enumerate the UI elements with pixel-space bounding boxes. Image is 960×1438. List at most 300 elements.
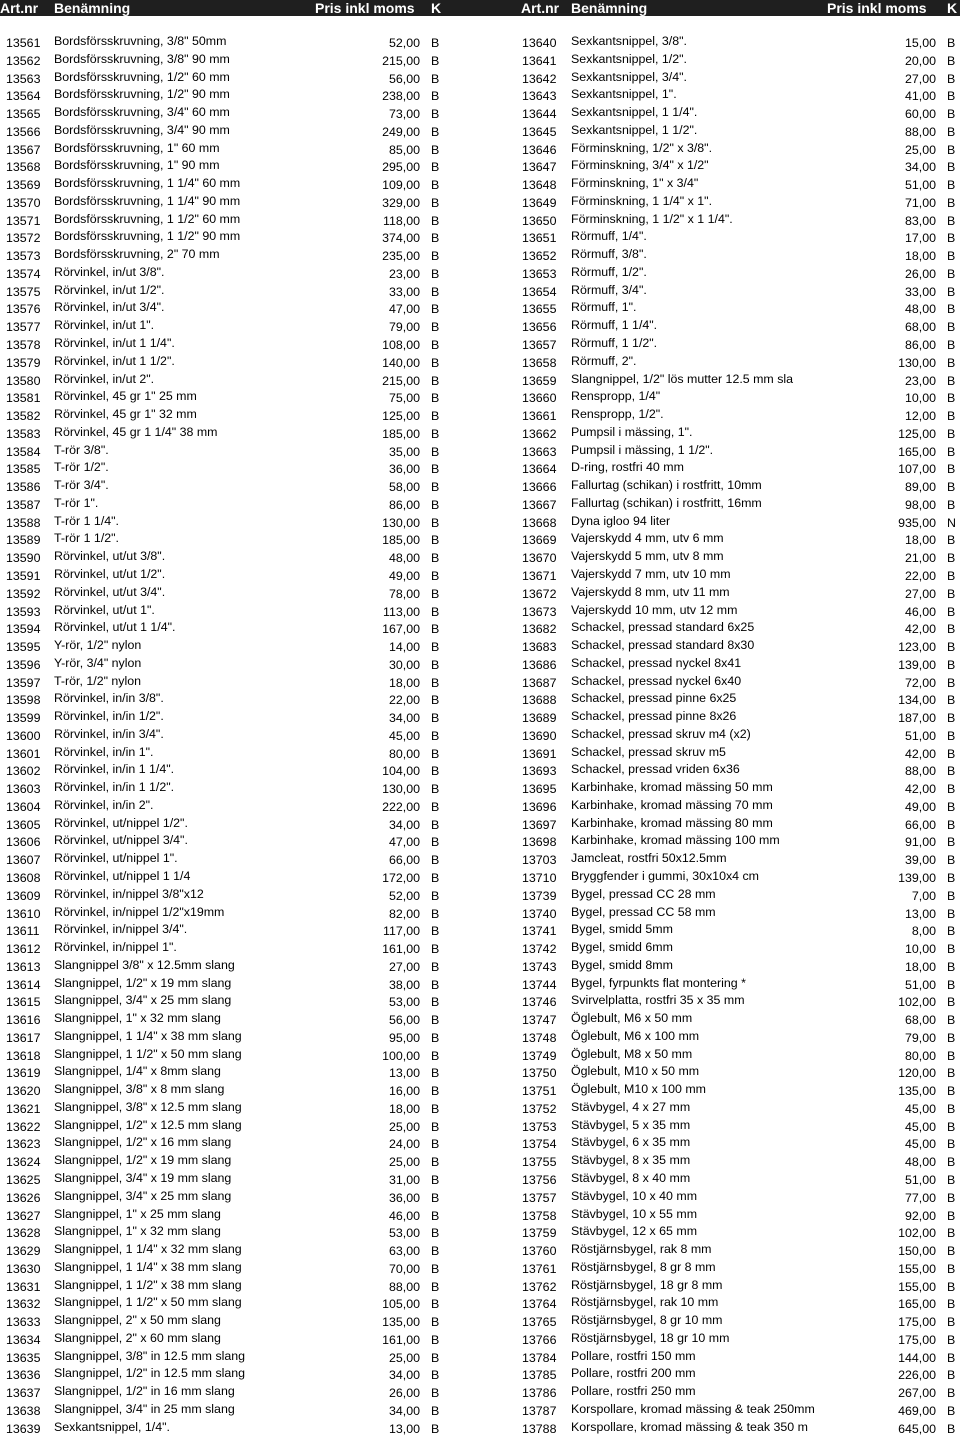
description: Y-rör, 3/4" nylon (54, 655, 142, 670)
article-number: 13750 (522, 1066, 557, 1081)
code: B (431, 1190, 440, 1205)
price: 295,00 (382, 160, 420, 175)
price: 104,00 (382, 764, 420, 779)
code: B (431, 1403, 440, 1418)
article-number: 13648 (522, 178, 557, 193)
code: B (947, 497, 956, 512)
article-number: 13766 (522, 1332, 557, 1347)
article-number: 13603 (6, 782, 41, 797)
price: 46,00 (388, 1208, 420, 1223)
code: B (947, 640, 956, 655)
table-row (0, 1383, 960, 1401)
table-row (0, 584, 960, 602)
code: B (431, 1261, 440, 1276)
description: Rörvinkel, in/ut 1/2". (54, 282, 165, 297)
article-number: 13610 (6, 906, 41, 921)
price: 249,00 (382, 124, 420, 139)
description: Rörvinkel, in/in 1 1/4". (54, 762, 175, 777)
code: B (431, 835, 440, 850)
price: 72,00 (904, 675, 936, 690)
header-benamning-left: Benämning (54, 0, 131, 16)
code: B (947, 1244, 956, 1259)
description: Sexkantsnippel, 1/4". (54, 1419, 170, 1434)
price: 23,00 (904, 373, 936, 388)
article-number: 13580 (6, 373, 41, 388)
table-row (0, 1081, 960, 1099)
table-row (0, 122, 960, 140)
article-number: 13761 (522, 1261, 557, 1276)
code: B (431, 604, 440, 619)
code: B (431, 728, 440, 743)
price: 469,00 (898, 1403, 936, 1418)
code: B (431, 1421, 440, 1436)
code: B (947, 1226, 956, 1241)
table-row (0, 388, 960, 406)
description: Renspropp, 1/4" (571, 389, 661, 404)
article-number: 13662 (522, 426, 557, 441)
article-number: 13570 (6, 195, 41, 210)
price: 118,00 (383, 213, 420, 228)
article-number: 13628 (6, 1226, 41, 1241)
article-number: 13756 (522, 1173, 557, 1187)
article-number: 13571 (6, 213, 41, 228)
price: 30,00 (388, 657, 420, 672)
description: Fallurtag (schikan) i rostfritt, 16mm (571, 495, 762, 510)
code: B (431, 693, 440, 708)
code: B (947, 959, 956, 974)
article-number: 13644 (522, 107, 557, 122)
table-row (0, 797, 960, 815)
article-number: 13576 (6, 302, 41, 317)
code: B (431, 799, 440, 814)
price: 23,00 (388, 266, 420, 281)
code: B (947, 693, 956, 708)
code: B (431, 1084, 440, 1099)
description: Rörvinkel, ut/nippel 1 1/4 (54, 868, 191, 883)
description: Karbinhake, kromad mässing 70 mm (571, 797, 773, 812)
price: 18,00 (904, 959, 936, 974)
code: B (431, 746, 440, 761)
description: Schackel, pressad standard 8x30 (571, 638, 755, 653)
article-number: 13637 (6, 1386, 41, 1401)
price: 51,00 (904, 728, 936, 743)
description: Stävbygel, 8 x 40 mm (571, 1171, 691, 1185)
code: B (431, 107, 440, 122)
code: B (947, 728, 956, 743)
code: B (947, 817, 956, 832)
code: B (431, 249, 440, 264)
table-row (0, 513, 960, 531)
description: Rörvinkel, in/in 2". (54, 797, 154, 812)
price: 123,00 (898, 640, 936, 655)
price: 53,00 (388, 995, 420, 1010)
code: B (431, 320, 440, 335)
price: 45,00 (904, 1137, 936, 1152)
table-row (0, 175, 960, 193)
code: B (947, 391, 956, 406)
article-number: 13594 (6, 622, 41, 637)
table-row (0, 495, 960, 513)
price: 70,00 (388, 1261, 420, 1276)
code: B (947, 942, 956, 957)
description: Rörvinkel, ut/ut 1". (54, 602, 155, 617)
code: B (431, 551, 440, 566)
article-number: 13710 (522, 870, 557, 885)
article-number: 13698 (522, 835, 557, 850)
code: B (431, 1048, 440, 1063)
price: 125,00 (382, 409, 420, 424)
description: Slangnippel, 1 1/4" x 38 mm slang (54, 1259, 242, 1274)
description: Bygel, smidd 8mm (571, 957, 673, 972)
code: B (947, 249, 956, 264)
code: B (947, 604, 956, 619)
article-number: 13691 (522, 746, 557, 761)
article-number: 13635 (6, 1350, 41, 1365)
code: B (431, 1279, 440, 1294)
article-number: 13563 (6, 71, 41, 86)
price: 18,00 (904, 533, 936, 548)
price: 52,00 (388, 36, 420, 50)
price: 120,00 (898, 1066, 936, 1081)
table-row (0, 477, 960, 495)
price: 45,00 (904, 1101, 936, 1116)
table-row (0, 1330, 960, 1348)
price: 45,00 (388, 728, 420, 743)
description: Bygel, smidd 5mm (571, 922, 673, 937)
description: Röstjärnsbygel, 18 gr 8 mm (571, 1277, 723, 1292)
price: 130,00 (898, 355, 936, 370)
table-row (0, 939, 960, 957)
article-number: 13673 (522, 604, 557, 619)
article-number: 13743 (522, 959, 557, 974)
header-artnr-right: Art.nr (521, 0, 560, 16)
description: Öglebult, M6 x 100 mm (571, 1028, 700, 1043)
description: Stävbygel, 12 x 65 mm (571, 1224, 698, 1239)
table-row (0, 228, 960, 246)
table-row (0, 211, 960, 229)
table-row (0, 566, 960, 584)
description: Schackel, pressad standard 6x25 (571, 620, 755, 635)
table-row (0, 1010, 960, 1028)
price: 139,00 (898, 657, 936, 672)
description: Röstjärnsbygel, 8 gr 8 mm (571, 1259, 716, 1274)
price: 113,00 (383, 604, 420, 619)
price: 71,00 (904, 195, 936, 210)
code: B (947, 782, 956, 797)
code: B (431, 1297, 440, 1312)
price: 63,00 (388, 1244, 420, 1259)
article-number: 13668 (522, 515, 557, 530)
description: Schackel, pressad skruv m5 (571, 744, 726, 759)
article-number: 13568 (6, 160, 41, 175)
description: Rörmuff, 3/4". (571, 282, 647, 297)
price: 34,00 (388, 711, 420, 726)
code: B (947, 36, 956, 50)
description: Bordsförsskruvning, 2" 70 mm (54, 247, 220, 262)
code: B (947, 746, 956, 761)
article-number: 13672 (522, 586, 557, 601)
code: B (947, 1332, 956, 1347)
description: Sexkantsnippel, 1". (571, 87, 677, 102)
code: B (431, 959, 440, 974)
price: 10,00 (904, 391, 936, 406)
description: Schackel, pressad pinne 8x26 (571, 709, 737, 724)
article-number: 13664 (522, 462, 557, 477)
article-number: 13687 (522, 675, 557, 690)
price: 89,00 (904, 480, 936, 495)
article-number: 13762 (522, 1279, 557, 1294)
description: Förminskning, 1 1/2" x 1 1/4". (571, 211, 733, 226)
description: Öglebult, M10 x 50 mm (571, 1064, 700, 1079)
code: B (431, 1119, 440, 1134)
code: B (431, 1332, 440, 1347)
code: B (947, 1421, 956, 1436)
table-row (0, 1206, 960, 1224)
price: 165,00 (898, 444, 936, 459)
table-row (0, 406, 960, 424)
price: 13,00 (388, 1421, 420, 1436)
code: B (947, 1119, 956, 1134)
article-number: 13626 (6, 1190, 41, 1205)
code: B (947, 870, 956, 885)
article-number: 13666 (522, 480, 557, 495)
article-number: 13638 (6, 1403, 41, 1418)
price: 48,00 (904, 302, 936, 317)
code: B (947, 1101, 956, 1116)
code: B (431, 444, 440, 459)
article-number: 13755 (522, 1155, 557, 1170)
price: 144,00 (898, 1350, 936, 1365)
article-number: 13747 (522, 1013, 557, 1028)
article-number: 13753 (522, 1119, 557, 1134)
table-row (0, 868, 960, 886)
article-number: 13670 (522, 551, 557, 566)
article-number: 13606 (6, 835, 41, 850)
price: 98,00 (904, 497, 936, 512)
price: 31,00 (388, 1173, 420, 1187)
price: 21,00 (904, 551, 936, 566)
price: 175,00 (898, 1332, 936, 1347)
table-row (0, 1259, 960, 1277)
code: B (431, 338, 440, 353)
description: Stävbygel, 4 x 27 mm (571, 1099, 691, 1114)
article-number: 13579 (6, 355, 41, 370)
description: Slangnippel, 1/2" x 16 mm slang (54, 1135, 232, 1150)
article-number: 13748 (522, 1030, 557, 1045)
price: 107,00 (898, 462, 936, 477)
table-row (0, 317, 960, 335)
description: Pollare, rostfri 150 mm (571, 1348, 696, 1363)
table-row (0, 1223, 960, 1241)
table-row (0, 1401, 960, 1419)
article-number: 13784 (522, 1350, 557, 1365)
price: 33,00 (388, 284, 420, 299)
article-number: 13625 (6, 1173, 41, 1187)
code: B (947, 1066, 956, 1081)
description: Slangnippel, 2" x 60 mm slang (54, 1330, 221, 1345)
code: B (431, 373, 440, 388)
code: B (947, 1279, 956, 1294)
description: Öglebult, M10 x 100 mm (571, 1082, 706, 1097)
price: 80,00 (904, 1048, 936, 1063)
price: 49,00 (904, 799, 936, 814)
code: B (431, 1155, 440, 1170)
description: T-rör 3/4". (54, 478, 109, 493)
article-number: 13616 (6, 1013, 41, 1028)
code: B (947, 266, 956, 281)
table-row (0, 1028, 960, 1046)
price: 25,00 (388, 1119, 420, 1134)
table-row (0, 264, 960, 282)
description: Rörvinkel, 45 gr 1" 25 mm (54, 389, 197, 404)
description: Slangnippel, 3/4" x 25 mm slang (54, 993, 232, 1008)
table-row (0, 619, 960, 637)
code: B (431, 533, 440, 548)
table-row (0, 442, 960, 460)
price: 47,00 (388, 835, 420, 850)
price: 79,00 (904, 1030, 936, 1045)
price: 80,00 (388, 746, 420, 761)
code: B (947, 1137, 956, 1152)
price: 135,00 (382, 1315, 420, 1330)
table-row (0, 1170, 960, 1188)
code: B (947, 1368, 956, 1383)
code: B (431, 657, 440, 672)
article-number: 13569 (6, 178, 41, 193)
code: B (431, 1315, 440, 1330)
article-number: 13752 (522, 1101, 557, 1116)
article-number: 13600 (6, 728, 41, 743)
description: Rörvinkel, in/nippel 1/2"x19mm (54, 904, 225, 919)
price: 17,00 (904, 231, 936, 246)
description: Sexkantsnippel, 3/4". (571, 69, 687, 84)
table-row (0, 246, 960, 264)
description: Rörvinkel, in/ut 1 1/2". (54, 353, 175, 368)
description: Bordsförsskruvning, 1 1/2" 90 mm (54, 229, 241, 244)
price: 58,00 (388, 480, 420, 495)
table-row (0, 673, 960, 691)
description: Slangnippel, 1/2" x 19 mm slang (54, 1153, 232, 1168)
table-row (0, 1294, 960, 1312)
price: 27,00 (904, 586, 936, 601)
table-row (0, 1152, 960, 1170)
article-number: 13630 (6, 1261, 41, 1276)
table-row (0, 1134, 960, 1152)
description: T-rör 1 1/4". (54, 513, 119, 528)
description: Rörvinkel, 45 gr 1 1/4" 38 mm (54, 424, 218, 439)
article-number: 13632 (6, 1297, 41, 1312)
article-number: 13574 (6, 266, 41, 281)
price: 187,00 (898, 711, 936, 726)
description: Slangnippel, 1/2" in 16 mm slang (54, 1384, 235, 1399)
description: Röstjärnsbygel, 18 gr 10 mm (571, 1330, 730, 1345)
code: B (431, 124, 440, 139)
article-number: 13663 (522, 444, 557, 459)
article-number: 13631 (6, 1279, 41, 1294)
code: B (431, 178, 440, 193)
price: 78,00 (388, 586, 420, 601)
description: Bygel, pressad CC 28 mm (571, 886, 716, 901)
code: B (947, 568, 956, 583)
code: B (947, 657, 956, 672)
price: 215,00 (382, 373, 420, 388)
price: 100,00 (382, 1048, 420, 1063)
article-number: 13742 (522, 942, 557, 957)
article-number: 13586 (6, 480, 41, 495)
price: 130,00 (382, 782, 420, 797)
price: 25,00 (388, 1155, 420, 1170)
price: 22,00 (388, 693, 420, 708)
article-number: 13650 (522, 213, 557, 228)
code: B (947, 924, 956, 939)
description: Bygel, pressad CC 58 mm (571, 904, 716, 919)
price: 25,00 (388, 1350, 420, 1365)
description: Stävbygel, 10 x 55 mm (571, 1206, 698, 1221)
table-row (0, 1277, 960, 1295)
description: Rörvinkel, ut/nippel 3/4". (54, 833, 188, 848)
table-row (0, 708, 960, 726)
article-number: 13693 (522, 764, 557, 779)
table-row (0, 655, 960, 673)
price: 374,00 (382, 231, 420, 246)
table-row (0, 690, 960, 708)
table-row (0, 371, 960, 389)
price: 38,00 (388, 977, 420, 992)
code: B (431, 586, 440, 601)
code: B (431, 142, 440, 157)
article-number: 13764 (522, 1297, 557, 1312)
code: B (947, 1315, 956, 1330)
article-number: 13654 (522, 284, 557, 299)
article-number: 13765 (522, 1315, 557, 1330)
code: B (947, 178, 956, 193)
code: B (431, 391, 440, 406)
description: Pumpsil i mässing, 1". (571, 424, 693, 439)
price: 235,00 (382, 249, 420, 264)
description: Bordsförsskruvning, 1" 60 mm (54, 140, 220, 155)
description: Schackel, pressad nyckel 8x41 (571, 655, 742, 670)
price: 75,00 (388, 391, 420, 406)
article-number: 13649 (522, 195, 557, 210)
table-row (0, 530, 960, 548)
article-number: 13615 (6, 995, 41, 1010)
code: B (947, 53, 956, 68)
article-number: 13653 (522, 266, 557, 281)
article-number: 13655 (522, 302, 557, 317)
description: Slangnippel, 1 1/2" x 50 mm slang (54, 1046, 242, 1061)
article-number: 13621 (6, 1101, 41, 1116)
description: Stävbygel, 5 x 35 mm (571, 1117, 691, 1132)
price: 95,00 (388, 1030, 420, 1045)
price: 46,00 (904, 604, 936, 619)
price: 935,00 (898, 515, 936, 530)
code: B (947, 1155, 956, 1170)
code: B (431, 622, 440, 637)
article-number: 13583 (6, 426, 41, 441)
price: 13,00 (904, 906, 936, 921)
code: B (947, 675, 956, 690)
article-number: 13785 (522, 1368, 557, 1383)
description: Förminskning, 1" x 3/4" (571, 176, 699, 191)
description: Jamcleat, rostfri 50x12.5mm (571, 851, 727, 866)
description: Sexkantsnippel, 1/2". (571, 51, 687, 66)
code: B (431, 1173, 440, 1187)
price: 47,00 (388, 302, 420, 317)
price: 155,00 (898, 1279, 936, 1294)
code: B (947, 1030, 956, 1045)
price: 267,00 (898, 1386, 936, 1401)
header-k-left: K (431, 0, 442, 16)
